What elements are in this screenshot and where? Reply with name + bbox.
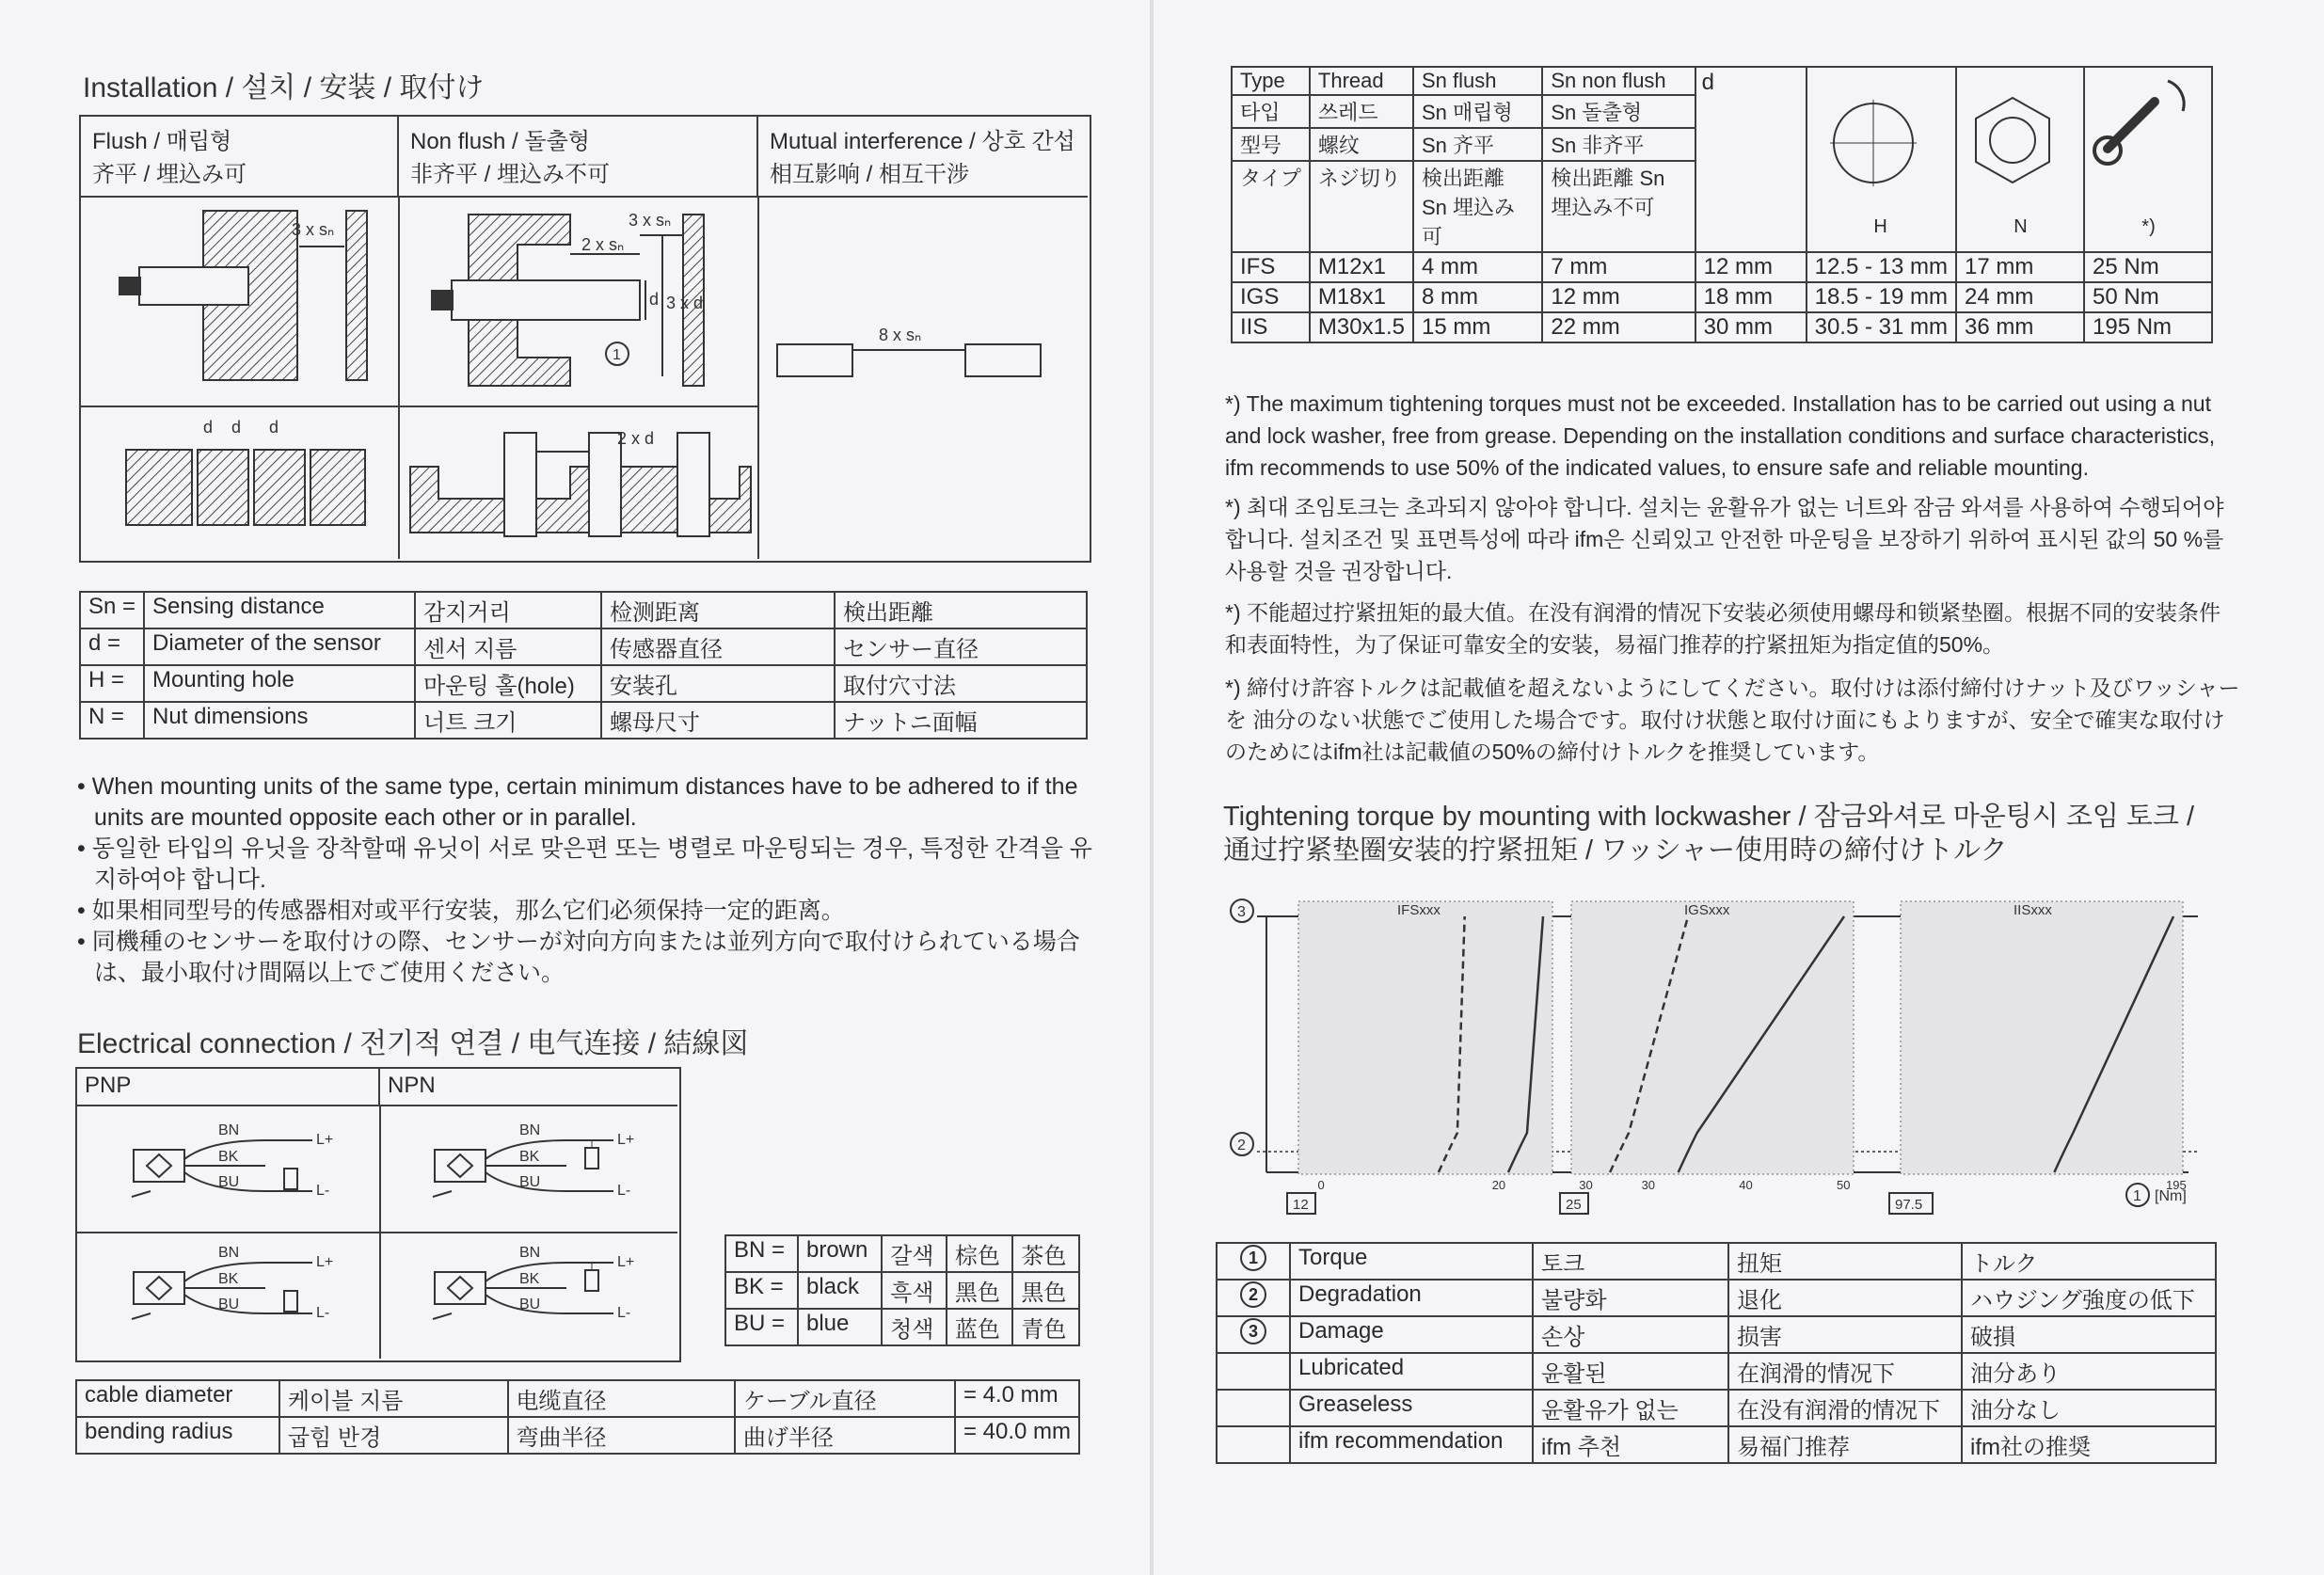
color-row-cell: 黑色 [947,1272,1013,1309]
wire-label-bn: BN [218,1122,240,1138]
installation-drawings [81,198,1088,559]
type-data-row-cell: 30 mm [1695,312,1807,342]
note-zh: *) 不能超过拧紧扭矩的最大值。在没有润滑的情况下安装必须使用螺母和锁紧垫圈。根据不同的安装条件和表面特性，为了保证可靠安全的安装，易福门推荐的拧紧扭矩为指定值的50%。 [1225,600,2221,657]
type-data-row-cell: 25 Nm [2084,252,2212,282]
color-row-cell: 棕色 [947,1235,1013,1272]
wire-label-bk: BK [218,1149,239,1165]
type-data-row-cell: M18x1 [1310,282,1413,312]
type-data-row-cell: 36 mm [1956,312,2084,342]
bullet-ko: • 동일한 타입의 유닛을 장착할때 유닛이 서로 맞은편 또는 병렬로 마운팅되는 경우, 특정한 간격을 유지하여야 합니다. [77,835,1092,893]
legend-row [80,665,1087,702]
legend-row-cell: 너트 크기 [415,702,601,739]
legend-row-cell: 検出距離 [835,592,1087,628]
nonflush-label-2: 非齐平 / 埋込み不可 [410,162,611,187]
type-data-row [1232,252,2212,282]
type-header-cell: 検出距離 Sn 埋込み可 [1413,161,1542,252]
type-header-cell: 타입 [1232,95,1310,128]
color-row-cell: BU = [725,1309,798,1345]
installation-table [79,115,1091,563]
legend-row-cell: Mounting hole [144,665,415,702]
panel-title: IGSxxx [1684,902,1730,918]
legend-row-cell: 取付穴寸法 [835,665,1087,702]
type-data-row-cell: 12 mm [1695,252,1807,282]
type-header-cell: 検出距離 Sn 埋込み不可 [1542,161,1695,252]
torque-legend-row-cell: Degradation [1290,1280,1533,1316]
wire-label-bu: BU [218,1297,240,1312]
type-data-row-cell: 4 mm [1413,252,1542,282]
type-data-row-cell: 8 mm [1413,282,1542,312]
type-header-d-col [1695,67,1807,252]
type-data-row-cell: 7 mm [1542,252,1695,282]
legend-row [80,592,1087,628]
installation-heading: Installation / 설치 / 安装 / 取付け [83,72,485,103]
cable-row [76,1417,1079,1454]
cable-row-cell: cable diameter [76,1380,279,1417]
circled-number: 1 [1240,1245,1266,1271]
bullet-zh: • 如果相同型号的传感器相对或平行安装，那么它们必须保持一定的距离。 [77,898,845,924]
type-header-cell: 型号 [1232,128,1310,161]
torque-legend-row-cell: 윤활된 [1533,1353,1728,1390]
panel-title: IISxxx [2014,902,2052,918]
cable-row-cell: = 40.0 mm [955,1417,1079,1454]
dim-3sn-nonflush: 3 x sₙ [629,211,672,230]
type-data-row-cell: 18.5 - 19 mm [1807,282,1956,312]
torque-legend-row-cell [1217,1426,1290,1463]
type-data-row-cell: 30.5 - 31 mm [1807,312,1956,342]
torque-legend-row [1217,1390,2216,1426]
type-data-row [1232,282,2212,312]
x-tick-label: 40 [1739,1178,1753,1192]
dim-2sn: 2 x sₙ [581,235,625,254]
wire-label-bn: BN [519,1245,541,1261]
npn-label: NPN [380,1069,677,1106]
type-data-row-cell: M12x1 [1310,252,1413,282]
wire-label-lplus: L+ [316,1254,334,1270]
color-row-cell: BK = [725,1272,798,1309]
torque-legend-row-cell: 扭矩 [1728,1243,1962,1280]
wrench-icon [2089,73,2192,186]
torque-heading-2: 通过拧紧垫圈安装的拧紧扭矩 / ワッシャー使用時の締付けトルク [1223,835,2008,866]
type-header-cell: Sn flush [1413,67,1542,95]
bullet-ja: • 同機種のセンサーを取付けの際、センサーが対向方向または並列方向で取付けられている場合は、最小取付け間隔以上でご使用ください。 [77,929,1080,986]
wire-label-lminus: L- [617,1305,631,1321]
torque-legend-row-cell: 退化 [1728,1280,1962,1316]
mounting-hole-icon [1826,96,1920,190]
legend-row-cell: d = [80,628,144,665]
legend-row-cell: 센서 지름 [415,628,601,665]
x-tick-label: 30 [1579,1178,1593,1192]
type-header-cell: Type [1232,67,1310,95]
wire-label-bk: BK [519,1149,540,1165]
torque-legend-row-cell: 油分あり [1962,1353,2216,1390]
color-row-cell: brown [798,1235,882,1272]
note-ko: *) 최대 조임토크는 초과되지 않아야 합니다. 설치는 윤활유가 없는 너트와 잠금 와셔를 사용하여 수행되어야 합니다. 설치조건 및 표면특성에 따라 ifm은 신뢰있고 안전한 마운팅을 보장하기 위하여 표시된 값의 50 %를 사용할 것을 권장합니다. [1225,495,2224,583]
color-row-cell: 흑색 [882,1272,947,1309]
x-axis-circ-1: 1 [2133,1188,2141,1204]
dim-2xd: 2 x d [617,429,655,448]
nonflush-label: Non flush / 돌출형 [410,129,590,154]
cable-table [75,1379,1080,1455]
torque-legend-row-cell: トルク [1962,1243,2216,1280]
color-row-cell: 갈색 [882,1235,947,1272]
torque-legend-row-cell: ハウジング強度の低下 [1962,1280,2216,1316]
legend-row-cell: Diameter of the sensor [144,628,415,665]
torque-legend-row-cell: 在没有润滑的情况下 [1728,1390,1962,1426]
type-data-row-cell: 22 mm [1542,312,1695,342]
type-data-row-cell: 17 mm [1956,252,2084,282]
cable-row-cell: 电缆直径 [508,1380,735,1417]
dim-3sn-flush: 3 x sₙ [292,220,335,239]
mounting-notes [77,772,1093,989]
wire-label-bu: BU [218,1174,240,1190]
legend-row-cell: Sn = [80,592,144,628]
nonflush-header [399,117,758,198]
torque-legend-table [1216,1242,2217,1464]
legend-row-cell: H = [80,665,144,702]
x-tick-label: 195 [2166,1178,2187,1192]
torque-legend-row-cell: Damage [1290,1316,1533,1353]
type-header-cell: Sn 齐平 [1413,128,1542,161]
type-header-torque-col-label: *) [2141,216,2156,237]
type-data-row-cell: 18 mm [1695,282,1807,312]
type-header-row [1232,67,2212,95]
type-data-row-cell: 195 Nm [2084,312,2212,342]
color-row [725,1272,1079,1309]
type-table [1231,66,2213,343]
legend-row-cell: Nut dimensions [144,702,415,739]
torque-legend-row-cell: 토크 [1533,1243,1728,1280]
y-level-3: 3 [1237,904,1246,920]
wire-label-lplus: L+ [316,1132,334,1148]
color-row-cell: 茶色 [1012,1235,1079,1272]
chart-panel [1298,901,1552,1174]
legend-row-cell: N = [80,702,144,739]
flush-label: Flush / 매립형 [92,129,232,154]
wire-label-bn: BN [218,1245,240,1261]
type-data-row-cell: 15 mm [1413,312,1542,342]
y-level-2: 2 [1237,1138,1246,1153]
wire-label-bk: BK [218,1271,239,1287]
torque-legend-row-cell [1217,1243,1290,1280]
legend-row-cell: センサー直径 [835,628,1087,665]
ifm-recommendation-value: 12 [1293,1197,1309,1213]
torque-legend-row [1217,1280,2216,1316]
torque-legend-row [1217,1426,2216,1463]
wire-label-bn: BN [519,1122,541,1138]
torque-legend-row-cell: 在润滑的情况下 [1728,1353,1962,1390]
torque-legend-row [1217,1316,2216,1353]
wire-label-bu: BU [519,1297,541,1312]
wire-label-bk: BK [519,1271,540,1287]
torque-legend-row-cell: 破損 [1962,1316,2216,1353]
type-header-cell: タイプ [1232,161,1310,252]
type-header-h-col-label: H [1873,216,1887,237]
type-header-h-col [1807,67,1956,252]
torque-legend-row-cell: 损害 [1728,1316,1962,1353]
symbol-legend-table [79,591,1088,740]
torque-legend-row-cell: Greaseless [1290,1390,1533,1426]
dim-d-3: d [269,418,279,437]
type-data-row-cell: 12.5 - 13 mm [1807,252,1956,282]
nut-icon [1970,94,2055,188]
torque-legend-row-cell: 油分なし [1962,1390,2216,1426]
x-tick-label: 20 [1491,1178,1506,1192]
wire-label-lminus: L- [316,1183,330,1199]
type-header-d-col-label: d [1701,70,1714,95]
color-row [725,1309,1079,1345]
type-data-row-cell: 12 mm [1542,282,1695,312]
x-tick-label: 50 [1837,1178,1851,1192]
color-row-cell: 黒色 [1012,1272,1079,1309]
legend-row-cell: Sensing distance [144,592,415,628]
bullet-en: • When mounting units of the same type, certain minimum distances have to be adhered to if the units are mounted opposite each other or in parallel. [77,773,1078,831]
color-row-cell: blue [798,1309,882,1345]
pnp-label: PNP [77,1069,380,1106]
type-header-n-col [1956,67,2084,252]
type-header-cell: Sn 돌출형 [1542,95,1695,128]
torque-legend-row-cell: 불량화 [1533,1280,1728,1316]
legend-row-cell: 마운팅 홀(hole) [415,665,601,702]
cable-row-cell: 曲げ半径 [735,1417,955,1454]
wire-label-lminus: L- [617,1183,631,1199]
legend-row-cell: 检测距离 [601,592,835,628]
cable-row-cell: bending radius [76,1417,279,1454]
type-data-row-cell: IIS [1232,312,1310,342]
mutual-header [758,117,1088,198]
legend-row-cell: 螺母尺寸 [601,702,835,739]
type-header-cell: Sn non flush [1542,67,1695,95]
torque-legend-row-cell: Lubricated [1290,1353,1533,1390]
type-header-torque-col [2084,67,2212,252]
dim-3xd: 3 x d [666,294,704,312]
type-header-cell: ネジ切り [1310,161,1413,252]
color-row-cell: 蓝色 [947,1309,1013,1345]
wire-label-lminus: L- [316,1305,330,1321]
color-row-cell: 青色 [1012,1309,1079,1345]
torque-legend-row-cell [1217,1353,1290,1390]
wire-label-bu: BU [519,1174,541,1190]
cable-row-cell: = 4.0 mm [955,1380,1079,1417]
legend-row [80,702,1087,739]
type-data-row-cell: IFS [1232,252,1310,282]
circled-number: 2 [1240,1281,1266,1308]
torque-legend-row-cell: 윤활유가 없는 [1533,1390,1728,1426]
torque-legend-row-cell: 손상 [1533,1316,1728,1353]
color-row-cell: 청색 [882,1309,947,1345]
ifm-recommendation-value: 25 [1566,1197,1582,1213]
wiring-svg [77,1106,677,1359]
chart-panel [1901,901,2183,1174]
flush-label-2: 齐平 / 埋込み可 [92,162,247,187]
torque-legend-row [1217,1243,2216,1280]
wiring-diagrams [75,1067,681,1362]
cable-row-cell: 굽힘 반경 [279,1417,508,1454]
ifm-recommendation-value: 97.5 [1895,1197,1923,1213]
color-row-cell: BN = [725,1235,798,1272]
mutual-label: Mutual interference / 상호 간섭 [770,129,1075,154]
type-header-cell: Sn 非齐平 [1542,128,1695,161]
type-data-row-cell: 50 Nm [2084,282,2212,312]
cable-row-cell: 케이블 지름 [279,1380,508,1417]
legend-row-cell: 감지거리 [415,592,601,628]
cable-row-cell: 弯曲半径 [508,1417,735,1454]
dim-d-2: d [231,418,242,437]
type-header-cell: Sn 매립형 [1413,95,1542,128]
note-ja: *) 締付け許容トルクは記載値を超えないようにしてください。取付けは添付締付けナット及びワッシャーを 油分のない状態でご使用した場合です。取付け状態と取付け面にもよりますが、安全で確実な取付けのためにはifm社は記載値の50%の締付けトルクを推奨しています。 [1225,676,2240,764]
torque-legend-row-cell: 易福门推荐 [1728,1426,1962,1463]
torque-chart [1219,879,2236,1217]
legend-row-cell: ナットニ面幅 [835,702,1087,739]
panel-title: IFSxxx [1397,902,1441,918]
torque-heading-1: Tightening torque by mounting with lockwasher / 잠금와셔로 마운팅시 조임 토크 / [1223,802,2195,832]
type-header-cell: Thread [1310,67,1413,95]
torque-heading [1223,800,2194,867]
color-row [725,1235,1079,1272]
torque-notes [1225,388,2241,768]
x-tick-label: 0 [1317,1178,1325,1192]
electrical-heading: Electrical connection / 전기적 연결 / 电气连接 / 結線図 [77,1028,749,1059]
torque-legend-row [1217,1353,2216,1390]
legend-row [80,628,1087,665]
torque-legend-row-cell [1217,1390,1290,1426]
torque-legend-row-cell: ifm recommendation [1290,1426,1533,1463]
type-data-row [1232,312,2212,342]
note-en: *) The maximum tightening torques must not be exceeded. Installation has to be carried out using a nut and lock washer, free from grease. Depending on the installation conditions and surface characteristics, ifm recommends to use 50% of the indicated values, to ensure safe and reliable mounting. [1225,391,2216,480]
type-header-cell: 쓰레드 [1310,95,1413,128]
torque-legend-row-cell: ifm 추천 [1533,1426,1728,1463]
torque-legend-row-cell [1217,1280,1290,1316]
type-data-row-cell: IGS [1232,282,1310,312]
type-data-row-cell: 24 mm [1956,282,2084,312]
circle-1-label: 1 [613,347,621,363]
wire-label-lplus: L+ [617,1254,635,1270]
dim-d-nonflush: d [649,290,660,309]
type-header-cell: 螺纹 [1310,128,1413,161]
dim-d-1: d [203,418,214,437]
type-header-n-col-label: N [2014,216,2028,237]
x-tick-label: 30 [1641,1178,1656,1192]
x-axis-unit: [Nm] [2155,1188,2187,1204]
torque-legend-row-cell: ifm社の推奨 [1962,1426,2216,1463]
cable-row-cell: ケーブル直径 [735,1380,955,1417]
circled-number: 3 [1240,1318,1266,1344]
chart-panel [1571,901,1854,1174]
color-row-cell: black [798,1272,882,1309]
legend-row-cell: 安装孔 [601,665,835,702]
mutual-label-2: 相互影响 / 相互干涉 [770,162,970,187]
dim-8sn: 8 x sₙ [879,326,922,344]
torque-legend-row-cell: Torque [1290,1243,1533,1280]
wire-color-table [724,1234,1080,1346]
type-data-row-cell: M30x1.5 [1310,312,1413,342]
flush-header [81,117,399,198]
torque-legend-row-cell [1217,1316,1290,1353]
wire-label-lplus: L+ [617,1132,635,1148]
cable-row [76,1380,1079,1417]
legend-row-cell: 传感器直径 [601,628,835,665]
